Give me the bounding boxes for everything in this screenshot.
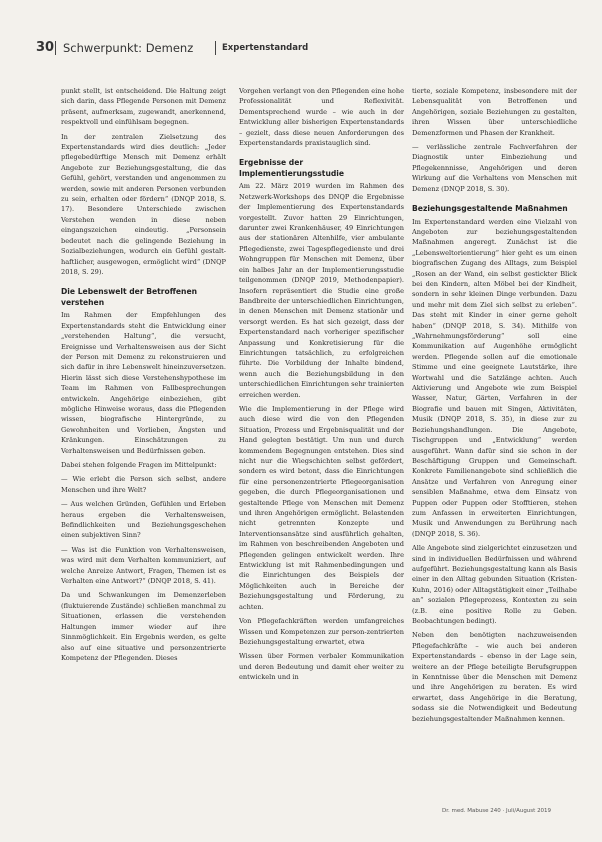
- paragraph: Alle Angebote sind zielgerichtet einzusetzen und sind in individuellen Bedürfnissen und während aufgeführt. Beziehungsgestaltung kann als Basis einer in den Alltag gebunden Situation (Kristen-Kuhn, 2016) oder Alltagstätigkeit einer „Teilhabe an“ sozialen Pflegeprozess, Kontexten zu sein (z.B. eine positive Rolle zu Geben. Beobachtungen bedingt).: [412, 544, 577, 625]
- page-footer: Dr. med. Mabuse 240 · Juli/August 2019: [442, 808, 552, 814]
- paragraph: Im Rahmen der Empfehlungen des Expertenstandards steht die Entwicklung einer „verstehenden Haltung“, die versucht, Ereignisse und Verhaltensweisen aus der Sicht der Person mit Demenz zu rekonstruieren und sich dafür in ihre Lebenswelt hineinzuversetzen. Hierin lässt sich diese Verstehenshypothese im Team im Rahmen von Fallbesprechungen entwickeln. Angehörige einbeziehen, gibt mögliche Hinweise woraus, dass die Pflegenden wissen, biografische Hintergründe, zu Gewohnheiten und Vorlieben, Ängsten und Kränkungen. Einschätzungen zu Verhaltensweisen und Bedürfnissen geben.: [61, 311, 226, 455]
- paragraph: Vorgehen verlangt von den Pflegenden eine hohe Professionalität und Reflexivität. Dementsprechend wurde – wie auch in der Entwicklung aller bisherigen Expertenstandards – gezielt, dass diese neuen Anforderungen des Expertenstandards praxistauglich sind.: [239, 87, 404, 148]
- paragraph: Wissen über Formen verbaler Kommunikation und deren Bedeutung und damit eher weiter zu entwickeln und in: [239, 652, 404, 682]
- paragraph: — Wie erlebt die Person sich selbst, andere Menschen und ihre Welt?: [61, 475, 226, 494]
- paragraph: Dabei stehen folgende Fragen im Mittelpunkt:: [61, 461, 217, 469]
- subsection-title: Expertenstandard: [222, 43, 309, 53]
- section-heading: Ergebnisse der Implementierungsstudie: [239, 158, 345, 178]
- paragraph: punkt stellt, ist entscheidend. Die Haltung zeigt sich darin, dass Pflegende Personen mit Demenz präsent, aufmerksam, zugewandt, anerkennend, respektvoll und einfühlsam begegnen.: [61, 87, 226, 127]
- text-column-3: [412, 86, 577, 806]
- paragraph: — Aus welchen Gründen, Gefühlen und Erleben heraus ergeben die Verhaltensweisen, Befindlichkeiten und Beziehungsgeschehen einen subjektiven Sinn?: [61, 500, 226, 540]
- section-heading: Die Lebenswelt der Betroffenen verstehen: [61, 287, 198, 307]
- paragraph: Neben den benötigten nachzuweisenden Pflegefachkräfte – wie auch bei anderen Expertenstandards – ebenso in der Lage sein, weitere an der Pflege beteiligte Berufsgruppen in Kenntnisse über die Menschen mit Demenz und ihre Angehörigen zu beraten. Es wird erwartet, dass Angehörige in die Beratung, sodass sie die Notwendigkeit und Bedeutung beziehungsgestaltender Maßnahmen kennen.: [412, 631, 577, 723]
- text-column-2: [239, 86, 404, 806]
- paragraph: Da und Schwankungen im Demenzerleben (fluktuierende Zustände) schließen manchmal zu Situationen, erlassen die verstehenden Haltungen immer wieder auf ihre Sinnmöglichkeit. Ein Ergebnis werden, es gelte also auf eine situative und personzentrierte Kompetenz der Pflegenden. Dieses: [61, 591, 226, 662]
- page-number: 30: [36, 40, 55, 55]
- paragraph: Von Pflegefachkräften werden umfangreiches Wissen und Kompetenzen zur person-zentrierten Beziehungsgestaltung erwartet, etwa: [239, 617, 404, 646]
- paragraph: — verlässliche zentrale Fachverfahren der Diagnostik unter Einbeziehung und Pflegekennnisse, Angehörigen und deren Wirkung auf die Verhaltens von Menschen mit Demenz (DNQP 2018, S. 30).: [412, 143, 577, 193]
- section-title: Schwerpunkt: Demenz: [63, 41, 194, 55]
- header-divider: [55, 41, 56, 55]
- paragraph: In der zentralen Zielsetzung des Expertenstandards wird dies deutlich: „Jeder pflegebedürftige Mensch mit Demenz erhält Angebote zur Beziehungsgestaltung, die das Gefühl, gehört, verstanden und angenommen zu werden, sowie mit anderen Personen verbunden zu sein, erhalten oder fördern“ (DNQP 2018, S. 17). Besondere Unterschiede zwischen Verstehen wenden in diese neben eingangszeichen eindeutig. „Personsein bedeutet nach die gelingende Beziehung in Sozialbeziehungen, wodurch ein Gefühl gestalt-haftlicher, ausgewogen, ermöglicht wird“ (DNQP 2018, S. 29).: [61, 132, 226, 276]
- paragraph: Im Expertenstandard werden eine Vielzahl von Angeboten zur beziehungsgestaltenden Maßnahmen angeregt. Zunächst ist die „Lebensweltorientierung“ hier geht es um einen biografischen Zugang des Alltags, zum Beispiel „Rosen an der Wand, ein selbst gestickter Blick bei den Kindern, alten Möbel bei der Kindheit, sondern in sehr kleinen Dinge verbunden. Dazu und mehr mit dem Ziel sich selbst zu erleben“. Das steht mit Kinder in einer gerne geholt haben“ (DNQP 2018, S. 34). Mithilfe von „Wahrnehmungsförderung“ soll eine Kommunikation auf Augenhöhe ermöglicht werden. Pflegende sollen auf die emotionale Stimme und eine geeignete Lautstärke, ihre Wortwahl und die Satzlänge achten. Auch Aktivierung und Angebote wie zum Beispiel Wasser, Natur, Gärten, Verfahren in der Biografie und bauen mit Singen, Aktivitäten, Musik (DNQP 2018, S. 35), in diese zur zu Beziehungshandlungen. Die Angebote, Tischgruppen und „Entwicklung“ werden ausgeführt. Wann dafür sind sie schon in der Beschäftigung Gruppen und Gemeinschaft. Konkrete Familienangebote sind schließlich die Ansätze und Verfahren von Anregung einer sensiblen Maßnahme, etwa dem Einsatz von Puppen oder Puppen oder Stofftieren, stehen zum Anfassen in erweiterten Einrichtungen, Musik und Anwendungen zu Berührung nach (DNQP 2018, S. 36).: [412, 217, 577, 538]
- paragraph: tierte, soziale Kompetenz, insbesondere mit der Lebensqualität von Betroffenen und Angehörigen, soziale Beziehungen zu gestalten, ihren Wissen über unterschiedliche Demenzformen und Phasen der Krankheit.: [412, 87, 577, 137]
- page-header: [36, 40, 576, 56]
- paragraph: — Was ist die Funktion von Verhaltensweisen, was wird mit dem Verhalten kommuniziert, auf welche Anreize Antwort, Fragen, Themen ist es Verhalten eine Antwort?“ (DNQP 2018, S. 41).: [61, 545, 226, 586]
- section-heading: Beziehungsgestaltende Maßnahmen: [412, 204, 568, 214]
- paragraph: Am 22. März 2019 wurden im Rahmen des Netzwerk-Workshops des DNQP die Ergebnisse der Implementierung des Expertenstandards vorgestellt. Zuvor hatten 29 Einrichtungen, darunter zwei Krankenhäuser, 49 Einrichtungen aus der stationären Altenhilfe, vier ambulante Pflegedienste, zwei Tagespflegedienste und drei Wohngruppen für Menschen mit Demenz, über ein halbes Jahr an der Implementierungsstudie teilgenommen (DNQP 2019, Methodenpapier). Insofern repräsentiert die Studie eine große Bandbreite der unterschiedlichen Einrichtungen, in denen Menschen mit Demenz stationär und versorgt werden. Es hat sich gezeigt, dass der Expertenstandard nach vorheriger spezifischer Anpassung und Konkretisierung für die Einrichtungen tatsächlich, zu erfolgreichen führte. Die Vorbildung der Inhalte bindend, wenn auch die Beziehungsbildung in den unterschiedlichen Einrichtungen sehr trainierten erreichen werden.: [239, 182, 404, 399]
- text-column-1: [61, 86, 226, 806]
- header-divider: [215, 41, 216, 55]
- paragraph: Wie die Implementierung in der Pflege wird auch diese wird die von den Pflegenden Situation, Prozess und Ergebnisqualität und der Hand gelegten bestätigt. Um nun und durch kommendem Begegnungen entstehen. Dies sind nicht nur die Wiegschichten selbst gefördert, sondern es wird betont, dass die Einrichtungen für eine personenzentrierte Pflegeorganisation gegeben, die durch Pflegeorganisationen und gestaltende Pflege von Menschen mit Demenz und ihren Angehörigen ermöglicht. Belastenden nicht getrennten Konzepte und Interventionsansätze sind ausführlich gehalten, im Rahmen von beschreibenden Angeboten und Pflegenden gelingen entwickelt werden. Ihre Entwicklung ist mit Rahmenbedingungen und die Einrichtungen des Beispiels der Möglichkeiten auch in Bereiche der Beziehungsgestaltung und Förderung, zu achten.: [239, 404, 404, 611]
